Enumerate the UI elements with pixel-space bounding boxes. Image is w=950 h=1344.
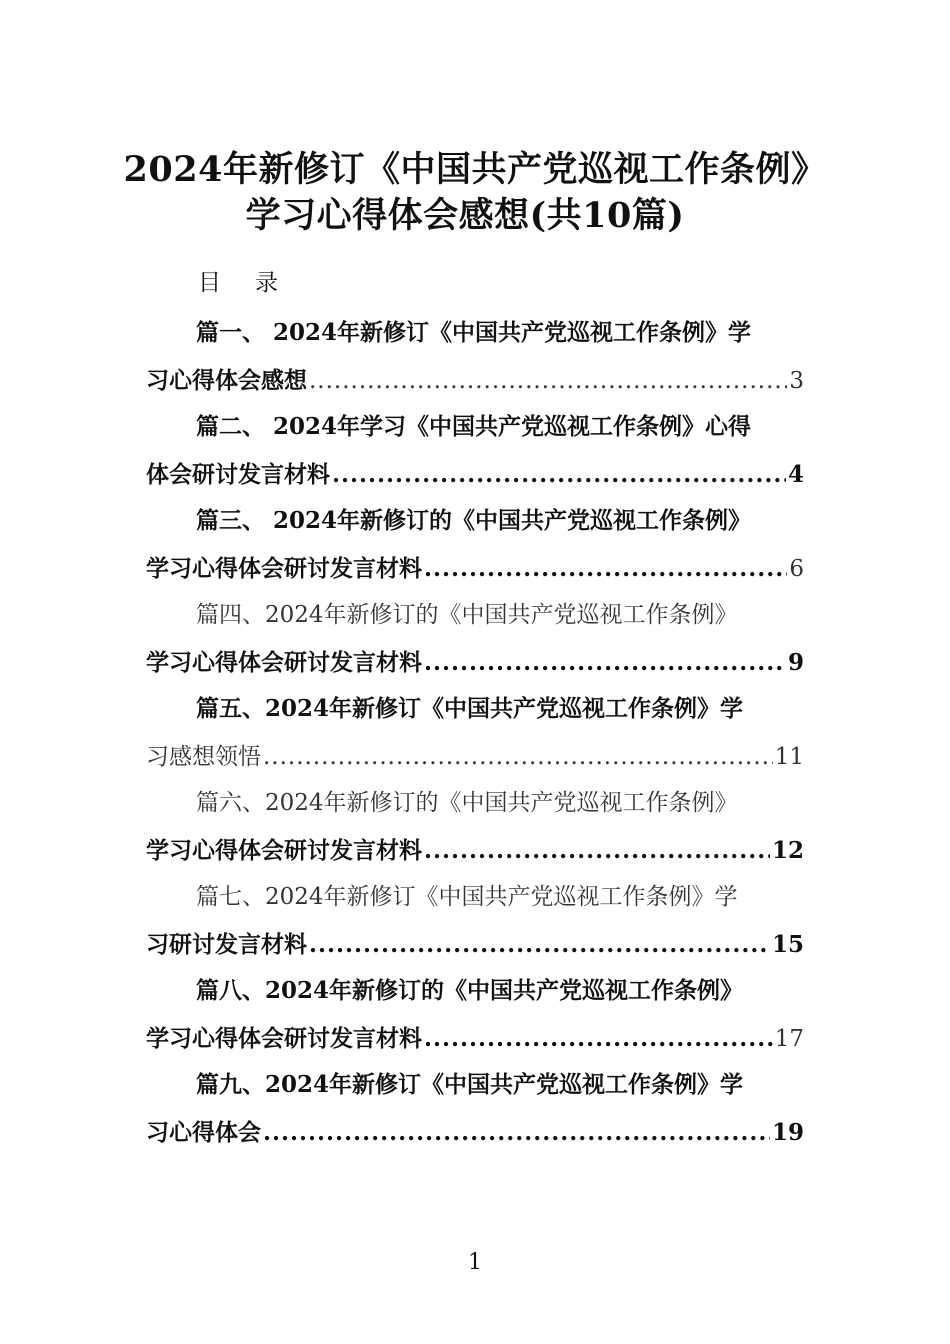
toc-entry-9-line-2[interactable] <box>146 1114 804 1147</box>
toc-entry-3-line-2[interactable] <box>146 550 804 583</box>
toc-entry-1-text: 习心得体会感想 <box>146 367 307 394</box>
toc-heading <box>198 264 278 297</box>
toc-entry-4-line-1[interactable]: 篇四、2024年新修订的《中国共产党巡视工作条例》 <box>196 602 738 628</box>
toc-entry-4-line-2[interactable] <box>146 644 804 677</box>
toc-entry-2-text: 体会研讨发言材料 <box>146 461 330 488</box>
toc-entry-7-page: 15 <box>771 931 804 958</box>
toc-entry-9-leader <box>263 1119 770 1146</box>
toc-entry-7-line-1[interactable]: 篇七、2024年新修订《中国共产党巡视工作条例》学 <box>196 884 738 910</box>
toc-entry-8-text: 学习心得体会研讨发言材料 <box>146 1025 422 1052</box>
page-number: 1 <box>468 1250 482 1275</box>
toc-entry-7-line-2[interactable] <box>146 926 804 959</box>
toc-entry-6-text: 学习心得体会研讨发言材料 <box>146 837 422 864</box>
toc-entry-7-leader <box>309 931 770 958</box>
toc-entry-5-leader <box>263 744 773 770</box>
toc-entry-8-line-2[interactable] <box>146 1020 804 1053</box>
toc-entry-4-text: 学习心得体会研讨发言材料 <box>146 649 422 676</box>
toc-heading-char-2: 录 <box>255 270 278 296</box>
toc-entry-7-text: 习研讨发言材料 <box>146 931 307 958</box>
toc-entry-9-page: 19 <box>771 1119 804 1146</box>
toc-entry-9-text: 习心得体会 <box>146 1119 261 1146</box>
toc-entry-3-leader <box>424 555 787 582</box>
toc-entry-3-line-1[interactable]: 篇三、 2024年新修订的《中国共产党巡视工作条例》 <box>196 507 752 534</box>
toc-entry-3-page: 6 <box>789 556 804 582</box>
toc-entry-1-leader <box>309 368 787 394</box>
toc-entry-9-line-1[interactable]: 篇九、2024年新修订《中国共产党巡视工作条例》学 <box>196 1071 744 1098</box>
toc-entry-1-line-2[interactable] <box>146 362 804 395</box>
toc-entry-8-line-1[interactable]: 篇八、2024年新修订的《中国共产党巡视工作条例》 <box>196 977 744 1004</box>
toc-entry-8-leader <box>424 1025 773 1052</box>
toc-entry-8-page: 17 <box>774 1026 804 1052</box>
toc-heading-char-1: 目 <box>198 270 221 296</box>
toc-entry-4-page: 9 <box>787 649 804 676</box>
document-title-line-2: 学习心得体会感想(共10篇) <box>245 195 685 236</box>
toc-entry-1-page: 3 <box>789 368 804 394</box>
toc-entry-5-text: 习感想领悟 <box>146 744 261 770</box>
toc-entry-2-line-1[interactable]: 篇二、 2024年学习《中国共产党巡视工作条例》心得 <box>196 413 752 440</box>
toc-entry-3-text: 学习心得体会研讨发言材料 <box>146 555 422 582</box>
toc-entry-6-line-2[interactable] <box>146 832 804 865</box>
toc-entry-2-line-2[interactable] <box>146 456 804 489</box>
toc-entry-5-line-1[interactable]: 篇五、2024年新修订《中国共产党巡视工作条例》学 <box>196 695 744 722</box>
toc-entry-2-leader <box>332 461 786 488</box>
toc-entry-4-leader <box>424 649 786 676</box>
toc-entry-6-page: 12 <box>771 837 804 864</box>
toc-entry-5-line-2[interactable] <box>146 738 804 771</box>
toc-entry-2-page: 4 <box>787 461 804 488</box>
toc-entry-1-line-1[interactable]: 篇一、 2024年新修订《中国共产党巡视工作条例》学 <box>196 319 752 346</box>
document-title-line-1: 2024年新修订《中国共产党巡视工作条例》 <box>123 149 827 190</box>
toc-entry-6-leader <box>424 837 770 864</box>
toc-entry-6-line-1[interactable]: 篇六、2024年新修订的《中国共产党巡视工作条例》 <box>196 790 738 816</box>
toc-entry-5-page: 11 <box>774 744 804 770</box>
